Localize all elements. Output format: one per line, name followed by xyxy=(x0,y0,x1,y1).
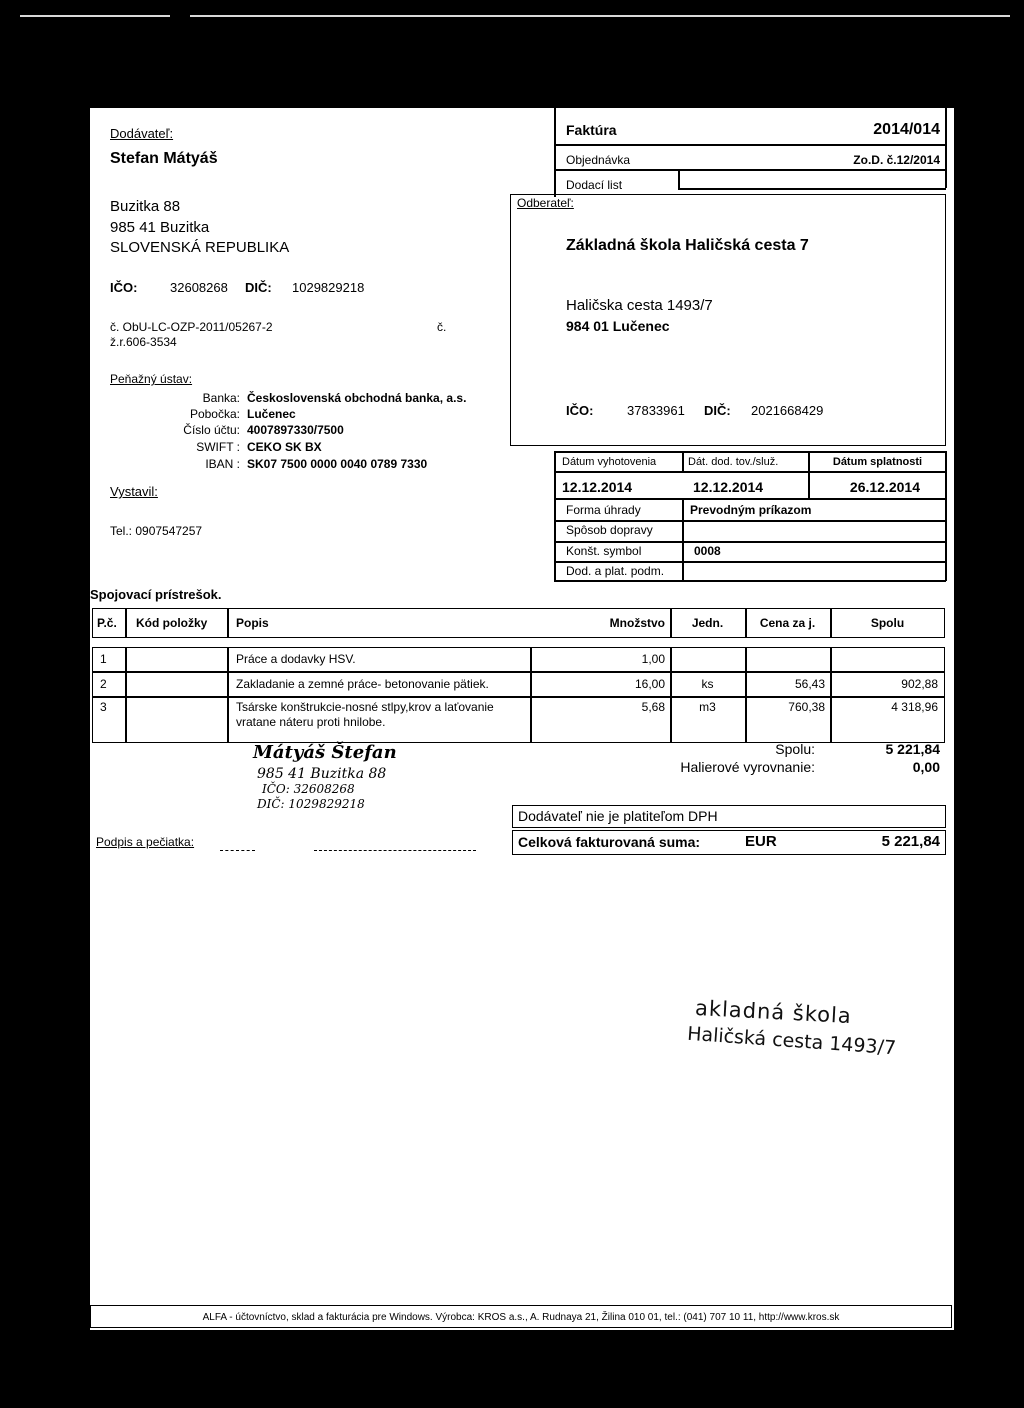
dates-divider-1 xyxy=(682,451,684,471)
swift-label: SWIFT : xyxy=(196,440,240,454)
iban-value: SK07 7500 0000 0040 0789 7330 xyxy=(247,457,428,471)
th-divider-2 xyxy=(227,608,229,638)
supplier-reg-line2: ž.r.606-3534 xyxy=(110,335,177,349)
dates-labels-line xyxy=(554,471,946,473)
row-2-no: 2 xyxy=(100,677,107,691)
invoice-row-line xyxy=(554,144,946,146)
signature-line xyxy=(314,850,476,851)
row-2-desc: Zakladanie a zemné práce- betonovanie pätiek. xyxy=(236,677,489,691)
customer-dic: 2021668429 xyxy=(751,403,824,418)
grand-total-value: 5 221,84 xyxy=(881,833,940,850)
dates-top-line xyxy=(554,451,946,453)
customer-dic-label: DIČ: xyxy=(704,403,731,418)
top-line-left xyxy=(20,15,170,17)
supplier-street: Buzitka 88 xyxy=(110,198,181,215)
supplier-dic: 1029829218 xyxy=(292,280,365,295)
supplier-ico: 32608268 xyxy=(170,280,228,295)
row-2-qty: 16,00 xyxy=(634,677,665,691)
th-unit: Jedn. xyxy=(691,616,724,630)
invoice-subject: Spojovací prístrešok. xyxy=(90,587,222,602)
row-2-price: 56,43 xyxy=(794,677,825,691)
signature-name: Mátyáš Štefan xyxy=(253,742,397,763)
th-divider-1 xyxy=(125,608,127,638)
bank-label: Banka: xyxy=(202,391,240,405)
rounding-value: 0,00 xyxy=(912,759,940,775)
tb-divider-6 xyxy=(830,647,832,743)
supply-date-label: Dát. dod. tov./služ. xyxy=(688,456,779,468)
supplier-dic-label: DIČ: xyxy=(245,280,272,295)
row-3-price: 760,38 xyxy=(788,700,825,714)
table-body xyxy=(92,647,945,743)
dates-divider-3 xyxy=(808,471,810,498)
customer-city: 984 01 Lučenec xyxy=(566,318,670,334)
payment-form-line xyxy=(554,520,946,522)
supplier-reg-c: č. xyxy=(437,320,447,334)
th-qty: Množstvo xyxy=(609,616,665,630)
signature-label: Podpis a pečiatka: xyxy=(96,835,195,849)
invoice-page xyxy=(90,108,954,1330)
grand-total-label: Celková fakturovaná suma: xyxy=(518,834,701,850)
row-line-2 xyxy=(92,696,945,698)
row-3-qty: 5,68 xyxy=(641,700,665,714)
payment-divider-1 xyxy=(682,498,684,581)
supplier-ico-label: IČO: xyxy=(110,280,138,295)
th-desc: Popis xyxy=(236,616,269,630)
tb-divider-3 xyxy=(530,647,532,743)
delivery-label: Dodací list xyxy=(566,178,623,192)
rounding-label: Halierové vyrovnanie: xyxy=(680,759,815,775)
issue-date: 12.12.2014 xyxy=(562,479,633,495)
delivery-divider xyxy=(678,169,680,189)
header-right-border xyxy=(945,108,947,188)
delivery-row-line xyxy=(678,188,946,190)
customer-street: Haličska cesta 1493/7 xyxy=(566,297,713,314)
supplier-heading: Dodávateľ: xyxy=(110,126,174,141)
row-1-desc: Práce a dodavky HSV. xyxy=(236,652,356,666)
due-date-label: Dátum splatnosti xyxy=(832,456,923,468)
order-label: Objednávka xyxy=(566,153,631,167)
th-total: Spolu xyxy=(870,616,905,630)
account-label: Číslo účtu: xyxy=(183,423,240,437)
supplier-reg-line1: č. ObU-LC-OZP-2011/05267-2 xyxy=(110,320,273,334)
payment-form-label: Forma úhrady xyxy=(566,503,641,517)
th-code: Kód položky xyxy=(136,616,208,630)
stamp-line-1: akladná škola xyxy=(694,995,853,1029)
row-3-desc-line2: vratane náteru proti hnilobe. xyxy=(236,715,386,729)
bank-heading: Peňažný ústav: xyxy=(110,372,193,386)
order-row-line xyxy=(554,169,946,171)
branch-value: Lučenec xyxy=(247,407,296,421)
issue-date-label: Dátum vyhotovenia xyxy=(562,456,657,468)
stamp-line-2: Haličská cesta 1493/7 xyxy=(686,1022,897,1060)
issued-by-label: Vystavil: xyxy=(110,484,158,499)
supplier-name: Stefan Mátyáš xyxy=(110,150,218,167)
tb-divider-2 xyxy=(227,647,229,743)
row-2-total: 902,88 xyxy=(901,677,938,691)
symbol-line xyxy=(554,561,946,563)
transport-label: Spôsob dopravy xyxy=(566,523,653,537)
footer-text: ALFA - účtovníctvo, sklad a fakturácia pre Windows. Výrobca: KROS a.s., A. Rudnaya 21, Žilina 010 01, tel.: (041) 707 10 11, http://www.kros.sk xyxy=(202,1312,840,1323)
due-date: 26.12.2014 xyxy=(849,479,920,495)
iban-label: IBAN : xyxy=(205,457,240,471)
invoice-label: Faktúra xyxy=(566,122,617,138)
supplier-city: 985 41 Buzitka xyxy=(110,219,210,236)
invoice-number: 2014/014 xyxy=(873,121,940,138)
supply-date: 12.12.2014 xyxy=(693,479,764,495)
supplier-country: SLOVENSKÁ REPUBLIKA xyxy=(110,239,290,256)
row-1-qty: 1,00 xyxy=(641,652,665,666)
payment-form-value: Prevodným príkazom xyxy=(690,503,812,517)
th-price: Cena za j. xyxy=(759,616,816,630)
dates-values-line xyxy=(554,498,946,500)
phone: Tel.: 0907547257 xyxy=(110,524,203,538)
th-no: P.č. xyxy=(97,616,117,630)
sum-value: 5 221,84 xyxy=(885,741,940,757)
terms-label: Dod. a plat. podm. xyxy=(566,564,665,578)
right-block-left-border xyxy=(554,108,556,197)
top-line-right xyxy=(190,15,1010,17)
customer-ico: 37833961 xyxy=(627,403,685,418)
grand-total-currency: EUR xyxy=(745,833,777,850)
branch-label: Pobočka: xyxy=(189,407,240,421)
order-value: Zo.D. č.12/2014 xyxy=(853,153,940,167)
row-1-no: 1 xyxy=(100,652,107,666)
signature-dic: DIČ: 1029829218 xyxy=(257,797,365,811)
customer-ico-label: IČO: xyxy=(566,403,594,418)
row-3-no: 3 xyxy=(100,700,107,714)
row-2-unit: ks xyxy=(701,677,714,691)
signature-label-dash xyxy=(220,850,255,851)
swift-value: CEKO SK BX xyxy=(247,440,322,454)
account-value: 4007897330/7500 xyxy=(247,423,344,437)
tb-divider-5 xyxy=(745,647,747,743)
signature-ico: IČO: 32608268 xyxy=(262,782,355,796)
constant-symbol-label: Konšt. symbol xyxy=(566,544,642,558)
tb-divider-4 xyxy=(670,647,672,743)
terms-line xyxy=(554,580,946,582)
row-3-desc: Tsárske konštrukcie-nosné stlpy,krov a laťovanie xyxy=(236,700,494,714)
vat-note: Dodávateľ nie je platiteľom DPH xyxy=(518,808,718,824)
row-3-total: 4 318,96 xyxy=(891,700,938,714)
transport-line xyxy=(554,541,946,543)
bank-value: Československá obchodná banka, a.s. xyxy=(247,391,467,405)
customer-name: Základná škola Haličská cesta 7 xyxy=(566,237,809,254)
row-line-1 xyxy=(92,671,945,673)
customer-heading: Odberateľ: xyxy=(517,196,574,210)
sum-label: Spolu: xyxy=(775,741,815,757)
tb-divider-1 xyxy=(125,647,127,743)
signature-address: 985 41 Buzitka 88 xyxy=(257,766,387,782)
row-3-unit: m3 xyxy=(699,700,716,714)
constant-symbol-value: 0008 xyxy=(694,544,721,558)
